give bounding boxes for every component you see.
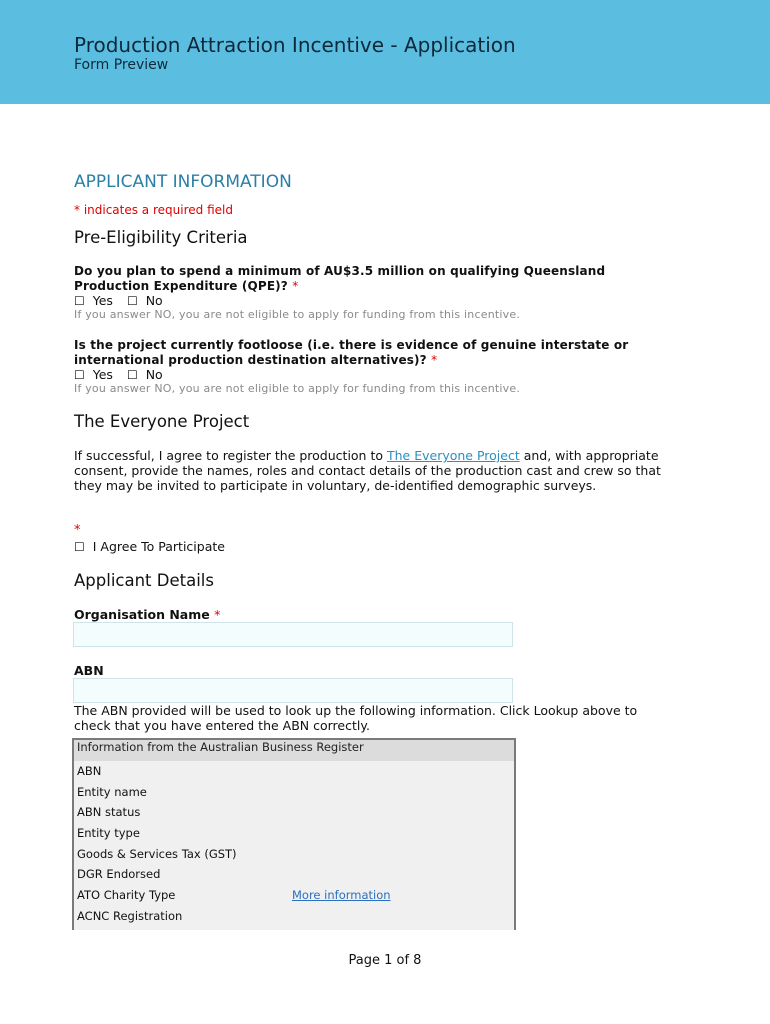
abr-row-gst (74, 844, 514, 865)
para-text: If successful, I agree to register the production to (74, 448, 387, 463)
row-label: ABN (77, 764, 102, 778)
footloose-hint: If you answer NO, you are not eligible to apply for funding from this incentive. (74, 382, 521, 395)
organisation-name-input[interactable] (73, 622, 513, 647)
question-text: Do you plan to spend a minimum of AU$3.5 million on qualifying Queensland Production Expenditure (QPE)? (74, 264, 606, 293)
footloose-yes-option[interactable] (74, 367, 113, 382)
row-label: Entity name (77, 784, 147, 799)
qpe-no-option[interactable] (127, 293, 163, 308)
required-star: * (74, 523, 81, 538)
abr-row-abn-status (74, 802, 514, 823)
pre-eligibility-heading: Pre-Eligibility Criteria (74, 228, 248, 247)
section-title: APPLICANT INFORMATION (74, 172, 292, 192)
option-label: No (145, 367, 163, 382)
form-subtitle: Form Preview (74, 57, 169, 73)
everyone-project-link[interactable]: The Everyone Project (386, 448, 520, 463)
row-label: DGR Endorsed (77, 867, 161, 882)
qpe-yes-option[interactable] (74, 293, 113, 308)
checkbox-icon[interactable]: ☐ (74, 294, 85, 308)
form-title: Production Attraction Incentive - Application (74, 33, 516, 57)
question-text: Is the project currently footloose (i.e. there is evidence of genuine interstate or international production destination alternatives)? (74, 338, 629, 367)
abr-row-acnc (74, 906, 514, 927)
abr-row-entity-type (74, 823, 514, 844)
checkbox-icon[interactable]: ☐ (74, 540, 85, 554)
option-label: No (145, 293, 163, 308)
row-label: Goods & Services Tax (GST) (77, 846, 237, 861)
option-label: Yes (92, 367, 113, 382)
abr-table-header: Information from the Australian Business Register (74, 740, 514, 761)
abn-note: The ABN provided will be used to look up the following information. Click Lookup above to check that you have entered the ABN correctly. (74, 703, 638, 733)
page-number: Page 1 of 8 (348, 953, 422, 968)
agree-checkbox-row[interactable] (74, 539, 225, 554)
org-name-label (74, 607, 220, 622)
row-label: ACNC Registration (77, 908, 183, 923)
everyone-project-text (74, 448, 674, 493)
option-label: Yes (92, 293, 113, 308)
required-star: * (431, 353, 438, 367)
question-footloose (74, 338, 674, 368)
qpe-options (74, 293, 163, 308)
abn-input[interactable] (73, 678, 513, 703)
row-label: ABN status (77, 805, 141, 820)
abr-row-ato-charity (74, 885, 514, 906)
agree-label: I Agree To Participate (92, 539, 225, 554)
para-text: and, with appropriate consent, provide the names, roles and contact details of the production cast and crew so that they may be invited to participate in voluntary, de-identified demographic surveys. (74, 448, 661, 493)
abr-row-dgr (74, 864, 514, 885)
page-header (0, 0, 770, 104)
more-information-link[interactable]: More information (292, 888, 391, 903)
abr-info-table (72, 738, 516, 930)
required-star: * (292, 279, 299, 293)
row-label: Entity type (77, 826, 140, 841)
question-qpe (74, 264, 674, 294)
required-note: * indicates a required field (74, 203, 233, 217)
everyone-project-heading: The Everyone Project (74, 412, 250, 431)
checkbox-icon[interactable]: ☐ (74, 368, 85, 382)
applicant-details-heading: Applicant Details (74, 571, 214, 590)
footloose-options (74, 367, 163, 382)
abr-row-abn (74, 761, 514, 782)
required-star: * (214, 607, 221, 622)
checkbox-icon[interactable]: ☐ (126, 294, 138, 308)
qpe-hint: If you answer NO, you are not eligible to apply for funding from this incentive. (74, 308, 521, 321)
label-text: Organisation Name (74, 607, 210, 622)
abn-label: ABN (74, 663, 104, 678)
row-label: ATO Charity Type (77, 888, 176, 903)
footloose-no-option[interactable] (127, 367, 163, 382)
checkbox-icon[interactable]: ☐ (126, 368, 138, 382)
abr-row-entity-name (74, 782, 514, 803)
